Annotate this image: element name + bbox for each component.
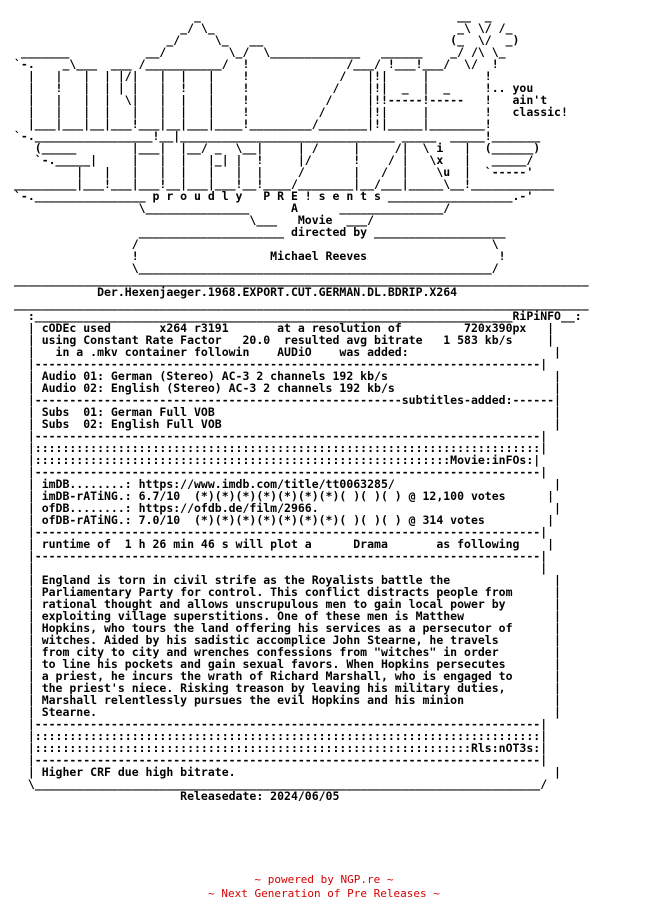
nfo-line: | witches. Aided by his sadistic accomplice John Stearne, he travels | bbox=[14, 633, 561, 647]
nfo-line: |-----------------------------------------------------subtitles-added:------| bbox=[14, 393, 561, 407]
nfo-line: Der.Hexenjaeger.1968.EXPORT.CUT.GERMAN.DL.BDRIP.X264 bbox=[14, 285, 458, 299]
nfo-line: | ! | | | | | ! | ! / |!| _ | _ !.. you bbox=[14, 81, 534, 95]
nfo-line: _/ \_ _\ \/ /_ bbox=[14, 21, 513, 35]
nfo-line: | | bbox=[14, 561, 548, 575]
nfo-line: |:::::::::::::::::::::::::::::::::::::::::::::::::::::::::::::::::::::::::| bbox=[14, 441, 548, 455]
nfo-line: | ofDB........: https://ofdb.de/film/2966. | bbox=[14, 501, 561, 515]
nfo-line: | England is torn in civil strife as the Royalists battle the | bbox=[14, 573, 561, 587]
nfo-line: |-------------------------------------------------------------------------| bbox=[14, 525, 548, 539]
nfo-line: | from city to city and wrenches confessions from "witches" in order | bbox=[14, 645, 561, 659]
nfo-line: | imDB-rATiNG.: 6.7/10 (*)(*)(*)(*)(*)(*)(*)( )( )( ) @ 12,100 votes | bbox=[14, 489, 555, 503]
nfo-line: | Higher CRF due high bitrate. | bbox=[14, 765, 561, 779]
nfo-line: | | | | | | | | ! / |!| | ! classic! bbox=[14, 105, 568, 119]
nfo-line: _/ \_ __ (_ \/ _) bbox=[14, 33, 520, 47]
nfo-line: |:::::::::::::::::::::::::::::::::::::::::::::::::::::::::::::::::::::::::| bbox=[14, 729, 548, 743]
nfo-line: | in a .mkv container followin AUDiO was added: | bbox=[14, 345, 561, 359]
nfo-line: | | | | \| | | | ! / |!!-----!----- ! ain't bbox=[14, 93, 548, 107]
next-generation-line: ~ Next Generation of Pre Releases ~ bbox=[208, 887, 440, 900]
nfo-line: | Subs 01: German Full VOB | bbox=[14, 405, 561, 419]
nfo-line: | | | | |/| | | | ! / |!| | ! bbox=[14, 69, 492, 83]
nfo-line: | imDB........: https://www.imdb.com/title/tt0063285/ | bbox=[14, 477, 561, 491]
nfo-line: |-------------------------------------------------------------------------| bbox=[14, 429, 548, 443]
nfo-line: | Subs 02: English Full VOB | bbox=[14, 417, 561, 431]
nfo-line: (_____ |___| |__/ _ \__| | / | /| \ i | (______) bbox=[14, 141, 541, 155]
nfo-line: |___|___|__|___!___|__|___|____!_________/_______|!|_____|________! bbox=[14, 117, 492, 131]
nfo-line: | Hopkins, who tours the land offering his services as a persecutor of | bbox=[14, 621, 561, 635]
nfo-line: | exploiting village superstitions. One of these men is Matthew | bbox=[14, 609, 561, 623]
nfo-line: | rational thought and allows unscrupulous men to gain local power by | bbox=[14, 597, 561, 611]
nfo-line: | to line his pockets and gain sexual favors. When Hopkins persecutes | bbox=[14, 657, 561, 671]
nfo-line: \_________________________________________________________________________/ bbox=[14, 777, 548, 791]
nfo-text bbox=[14, 10, 589, 802]
nfo-line: / \ bbox=[14, 237, 499, 251]
nfo-line: | the priest's niece. Risking treason by leaving his military duties, | bbox=[14, 681, 561, 695]
nfo-line: _____________________ directed by ___________________ bbox=[14, 225, 506, 239]
nfo-line: |::::::::::::::::::::::::::::::::::::::::::::::::::::::::::::Movie:inFOs:| bbox=[14, 453, 541, 467]
nfo-line: |-------------------------------------------------------------------------| bbox=[14, 549, 548, 563]
nfo-line: Releasedate: 2024/06/05 bbox=[14, 789, 340, 803]
nfo-line: | a priest, he incurs the wrath of Richard Marshall, who is engaged to | bbox=[14, 669, 561, 683]
nfo-line: | runtime of 1 h 26 min 46 s will plot a Drama as following | bbox=[14, 537, 555, 551]
powered-by-line: ~ powered by NGP.re ~ bbox=[254, 873, 394, 886]
nfo-line: ! Michael Reeves ! bbox=[14, 249, 506, 263]
nfo-line: `-. _\___ ___ /___________/ ! /___/ !___!___/ \/ ! bbox=[14, 57, 499, 71]
nfo-line: | using Constant Rate Factor 20.0 resulted avg bitrate 1 583 kb/s | bbox=[14, 333, 555, 347]
nfo-line: |-------------------------------------------------------------------------| bbox=[14, 357, 548, 371]
nfo-line: | | | | | | | | / | / | \u | `-----' bbox=[14, 165, 534, 179]
nfo-line: | Audio 01: German (Stereo) AC-3 2 channels 192 kb/s | bbox=[14, 369, 561, 383]
nfo-line: | cODEc used x264 r3191 at a resolution of 720x390px | bbox=[14, 321, 555, 335]
nfo-line: | Parliamentary Party for control. This conflict distracts people from | bbox=[14, 585, 561, 599]
nfo-line: |-------------------------------------------------------------------------| bbox=[14, 717, 548, 731]
nfo-line: \___________________________________________________/ bbox=[14, 261, 499, 275]
nfo-line: |-------------------------------------------------------------------------| bbox=[14, 753, 548, 767]
nfo-line: `-._____| | | | |_| | ! |/ ! / | \x | _____/ bbox=[14, 153, 534, 167]
nfo-line: |-------------------------------------------------------------------------| bbox=[14, 465, 548, 479]
nfo-line: _________|___!___|___!__|___|___!__!____/________|__/___|_____\__!____________ bbox=[14, 177, 555, 191]
nfo-line: \___ Movie ___/ bbox=[14, 213, 375, 227]
nfo-line: | Stearne. | bbox=[14, 705, 561, 719]
nfo-line: _ __ _ bbox=[14, 9, 492, 23]
nfo-line: | Audio 02: English (Stereo) AC-3 2 channels 192 kb/s | bbox=[14, 381, 561, 395]
nfo-line: `-._________________!__|_______________________________ _____ _____!_______ bbox=[14, 129, 541, 143]
nfo-line: ___________________________________________________________________________________ bbox=[14, 297, 589, 311]
nfo-line: _______ __/ \_/ \_____________ ______ _/ /\ \_ bbox=[14, 45, 506, 59]
nfo-line: | Marshall relentlessly pursues the evil Hopkins and his minion | bbox=[14, 693, 561, 707]
nfo-line: `-.________________ p r o u d l y P R E ! s e n t s __________________.-' bbox=[14, 189, 534, 203]
footer bbox=[0, 873, 648, 901]
nfo-line: | ofDB-rATiNG.: 7.0/10 (*)(*)(*)(*)(*)(*)(*)( )( )( ) @ 314 votes | bbox=[14, 513, 555, 527]
nfo-line: \_______________ A _______________/ bbox=[14, 201, 451, 215]
nfo-line: :_____________________________________________________________________RiPiNFO__: bbox=[14, 309, 582, 323]
nfo-line: |:::::::::::::::::::::::::::::::::::::::::::::::::::::::::::::::Rls:nOT3s:| bbox=[14, 741, 548, 755]
nfo-line: ___________________________________________________________________________________ bbox=[14, 273, 589, 287]
